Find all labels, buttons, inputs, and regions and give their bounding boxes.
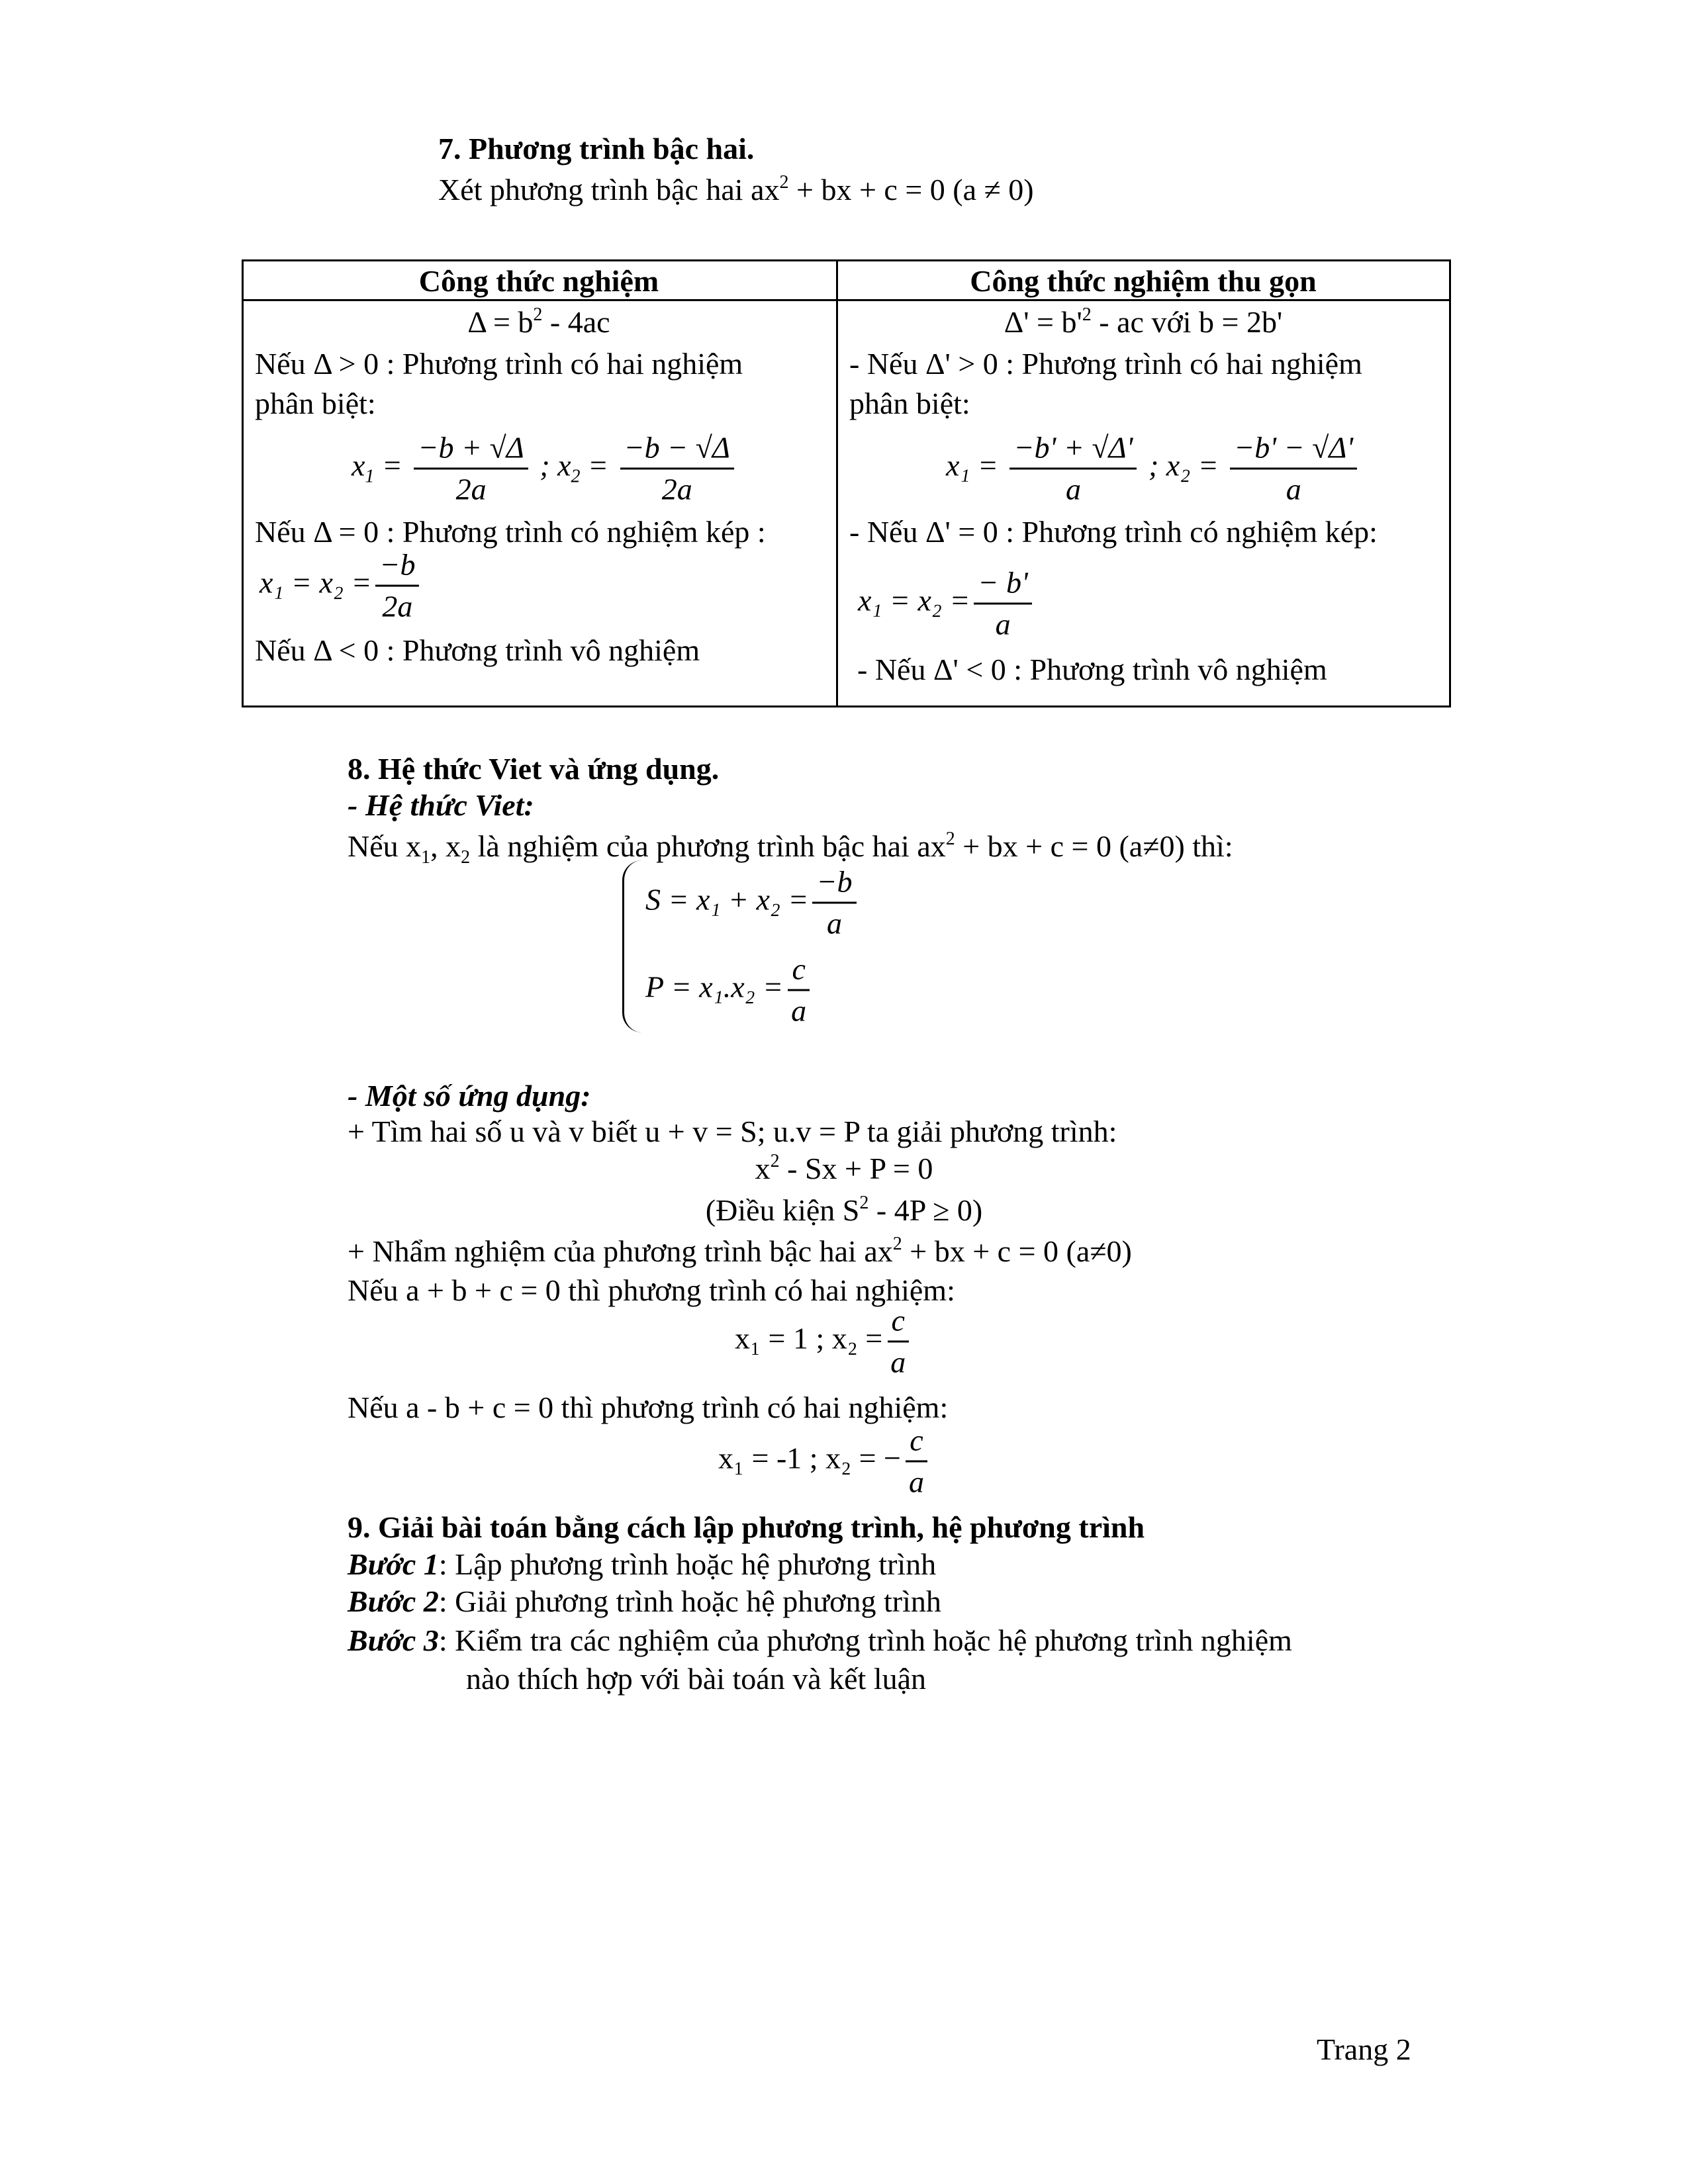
viet-product: P = x₁.x₂ = $\frac{c}{a}$ bbox=[645, 952, 814, 1028]
table-header-right: Công thức nghiệm thu gọn bbox=[970, 264, 1317, 298]
reduced-roots-formula: x₁ = $\frac{-b' + √\Delta'}{a}$ ; x₂ = $\frac{-b' - √\Delta'}{a}$ bbox=[946, 431, 1361, 507]
reduced-case-positive-cont: phân biệt: bbox=[849, 387, 970, 420]
section-7-title: 7. Phương trình bậc hai. bbox=[438, 132, 755, 165]
reduced-case-negative: - Nếu Δ' < 0 : Phương trình vô nghiệm bbox=[857, 653, 1327, 686]
applications-label: - Một số ứng dụng: bbox=[348, 1079, 591, 1113]
roots-formula: $x_1$ = $\frac{-b + √\Delta}{2a}$ ; $x_2$ = $\frac{-b - √\Delta}{2a}$ bbox=[352, 431, 738, 507]
case-1: Nếu a + b + c = 0 thì phương trình có hai nghiệm: bbox=[348, 1273, 955, 1307]
quadratic-equation: $x^2 - Sx + P = 0$ bbox=[755, 1151, 933, 1185]
reduced-delta-formula: $\Delta' = b'^2$ - ac với b = 2b' bbox=[1004, 304, 1283, 339]
case-positive: Nếu Δ > 0 : Phương trình có hai nghiệm bbox=[255, 347, 743, 381]
case-1-solution: x₁ = 1 ; x₂ = $\frac{c}{a}$ bbox=[735, 1304, 914, 1380]
case-zero: Nếu Δ = 0 : Phương trình có nghiệm kép : bbox=[255, 515, 766, 549]
condition: (Điều kiện $S^2 - 4P \ge 0$) bbox=[705, 1193, 983, 1227]
double-root-formula: x₁ = x₂ = $\frac{-b}{2a}$ bbox=[259, 548, 423, 624]
reduced-double-root: x₁ = x₂ = $\frac{- b'}{a}$ bbox=[858, 566, 1036, 642]
step-2: Bước 2: Giải phương trình hoặc hệ phương trình bbox=[348, 1584, 941, 1618]
application-2: + Nhẩm nghiệm của phương trình bậc hai $ax^2$ + bx + c = 0 (a≠0) bbox=[348, 1234, 1132, 1268]
system-brace bbox=[622, 860, 644, 1032]
delta-formula: $\Delta = b^2 - 4ac$ bbox=[467, 304, 610, 339]
section-8-title: 8. Hệ thức Viet và ứng dụng. bbox=[348, 752, 720, 786]
viet-statement: Nếu $x_1$, $x_2$ là nghiệm của phương trình bậc hai $ax^2$ + bx + c = 0 (a≠0) thì: bbox=[348, 829, 1233, 868]
step-3: Bước 3: Kiểm tra các nghiệm của phương trình hoặc hệ phương trình nghiệm bbox=[348, 1623, 1292, 1657]
reduced-case-zero: - Nếu Δ' = 0 : Phương trình có nghiệm kép: bbox=[849, 515, 1378, 549]
case-positive-cont: phân biệt: bbox=[255, 387, 376, 420]
viet-label: - Hệ thức Viet: bbox=[348, 788, 534, 822]
step-1: Bước 1: Lập phương trình hoặc hệ phương trình bbox=[348, 1547, 937, 1581]
viet-sum: S = x₁ + x₂ = $\frac{-b}{a}$ bbox=[645, 865, 861, 941]
case-2: Nếu a - b + c = 0 thì phương trình có hai nghiệm: bbox=[348, 1390, 949, 1424]
application-1: + Tìm hai số u và v biết u + v = S; u.v = P ta giải phương trình: bbox=[348, 1115, 1117, 1148]
table-header-left: Công thức nghiệm bbox=[418, 264, 659, 298]
section-9-title: 9. Giải bài toán bằng cách lập phương trình, hệ phương trình bbox=[348, 1510, 1145, 1544]
case-negative: Nếu Δ < 0 : Phương trình vô nghiệm bbox=[255, 633, 700, 667]
section-7-intro: Xét phương trình bậc hai $ax^2$ + bx + c = 0 (a ≠ 0) bbox=[438, 172, 1034, 206]
page-number: Trang 2 bbox=[1317, 2032, 1411, 2066]
case-2-solution: x₁ = -1 ; x₂ = − $\frac{c}{a}$ bbox=[718, 1424, 932, 1500]
step-3-cont: nào thích hợp với bài toán và kết luận bbox=[466, 1662, 927, 1696]
reduced-case-positive: - Nếu Δ' > 0 : Phương trình có hai nghiệm bbox=[849, 347, 1362, 381]
